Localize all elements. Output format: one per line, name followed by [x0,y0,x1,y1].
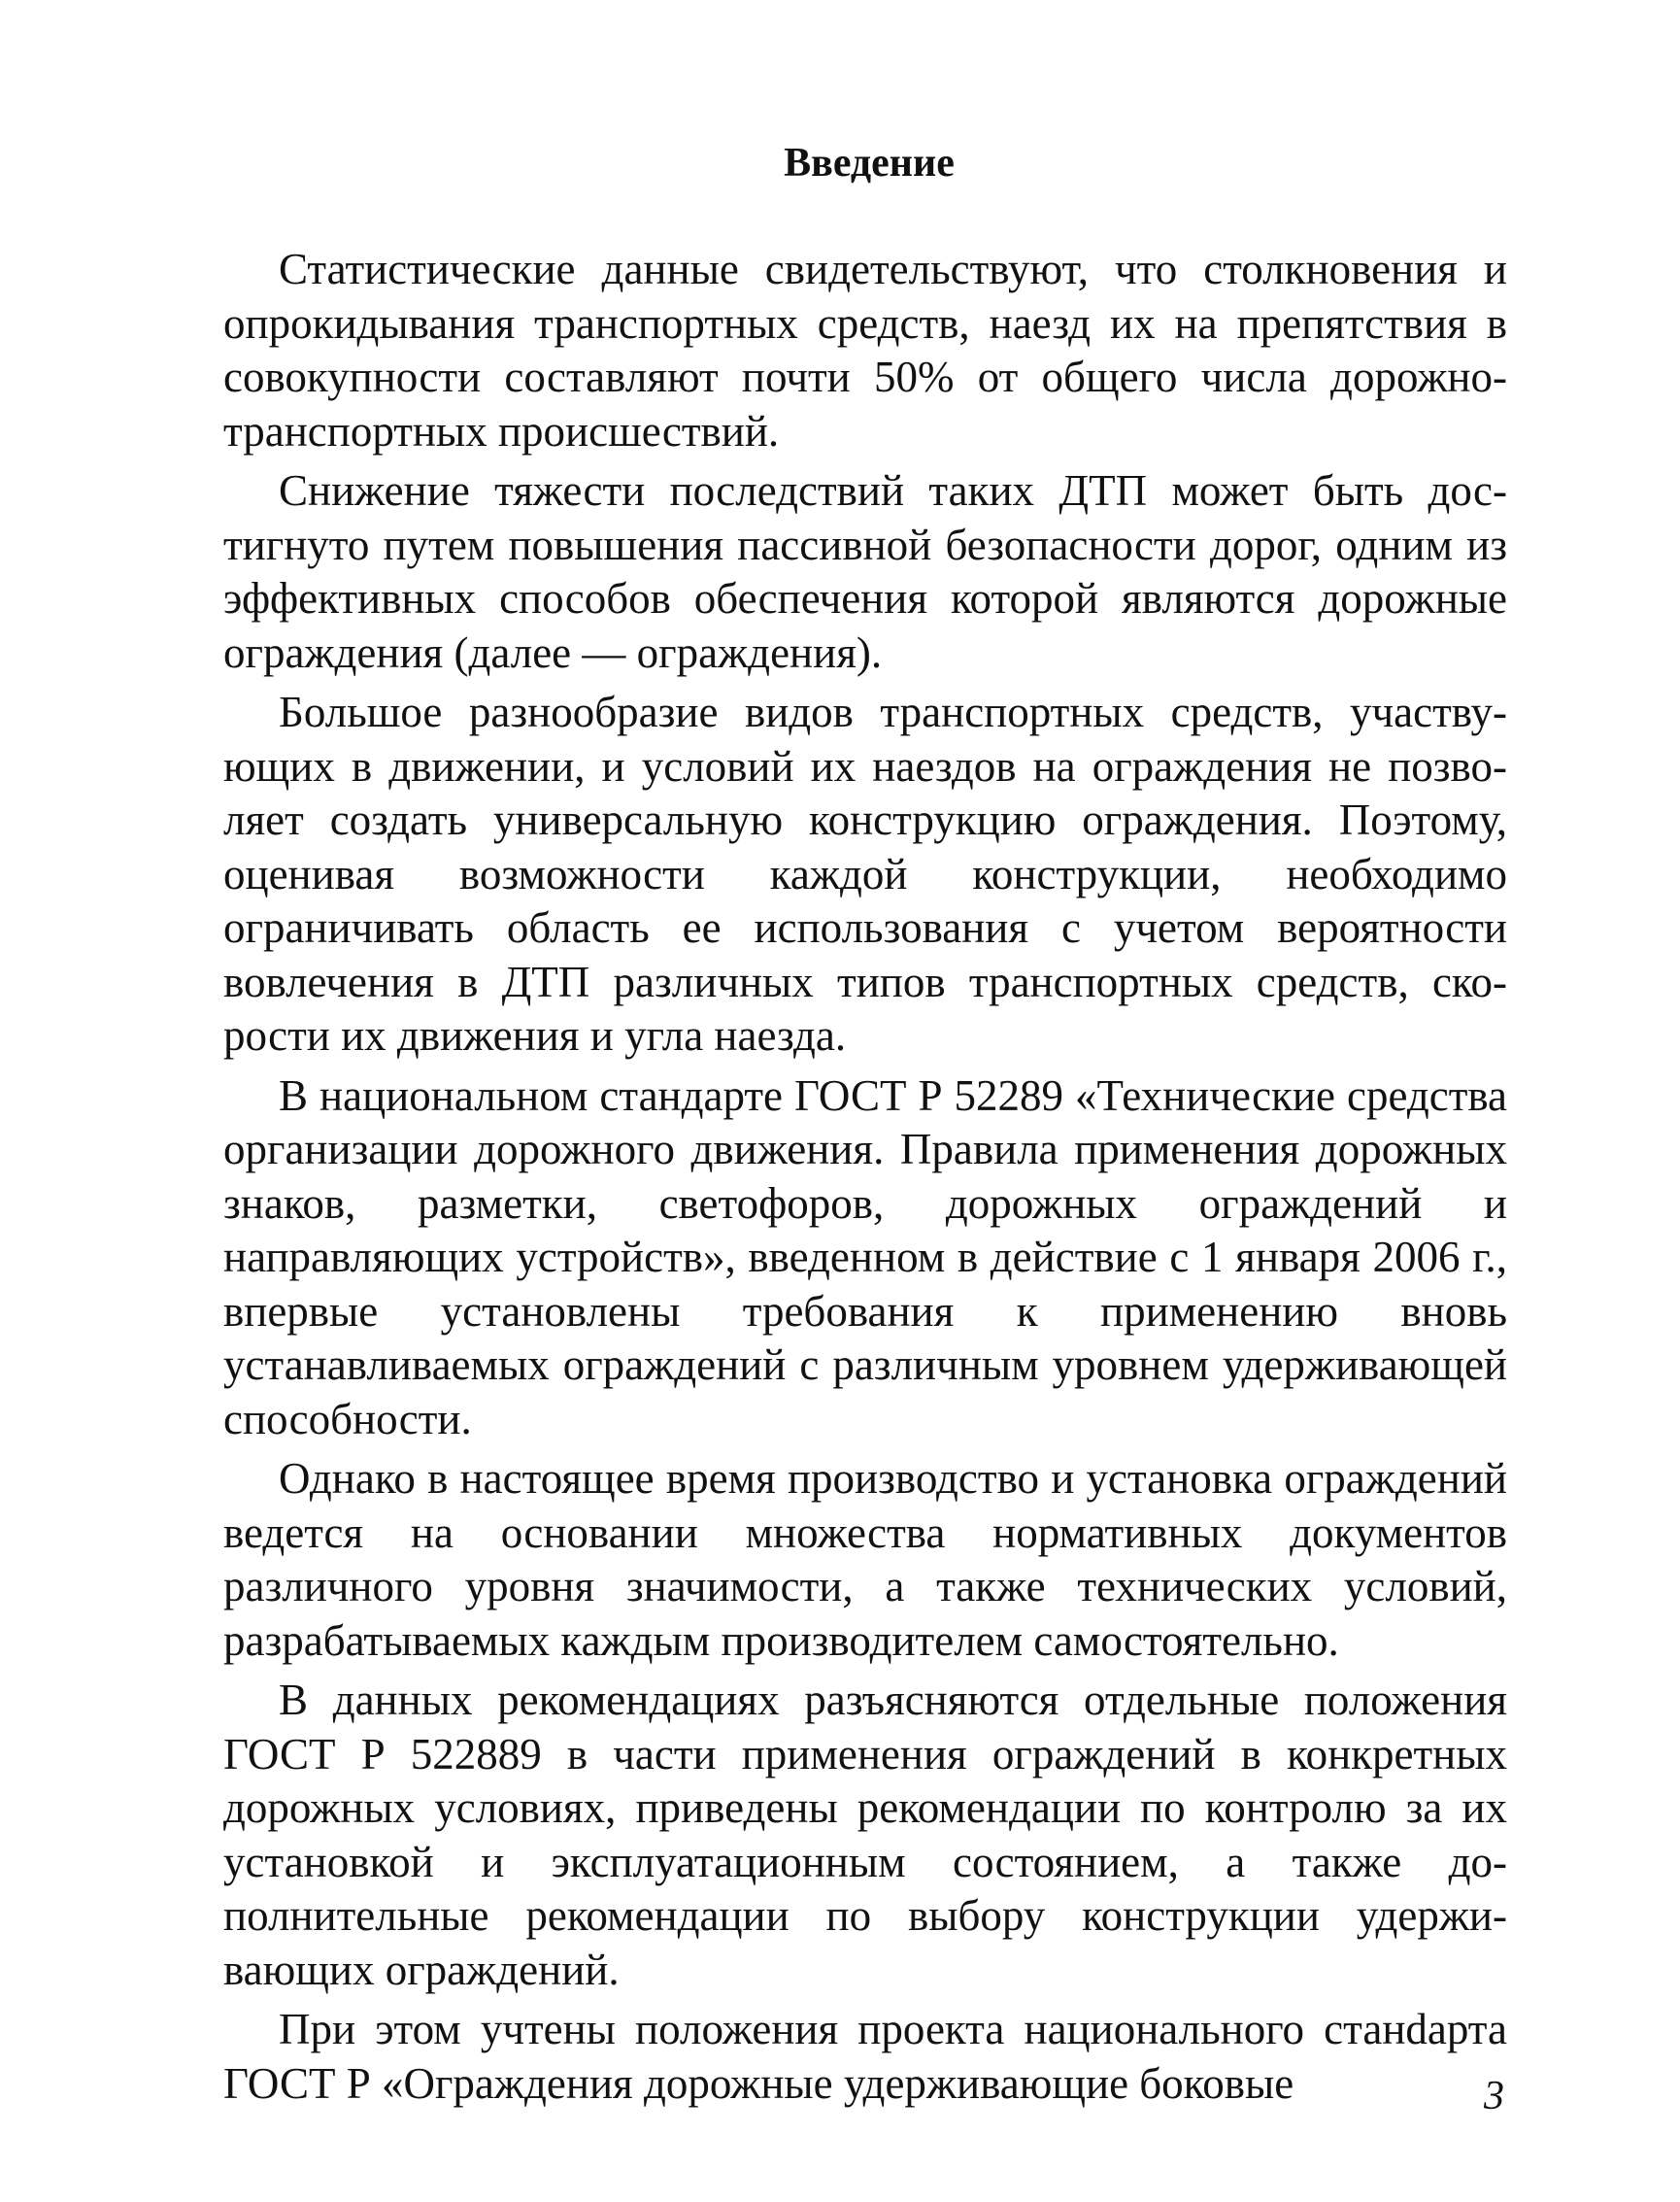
page-number: 3 [1484,2074,1504,2118]
paragraph: Большое разнообразие видов транспортных средств, участвующих в движении, и условий их наездов на ограждения не позволяет создать универсальную конструкцию ограждения. Поэтому, оценивая возможности каждой конструкции, необходимо ограничивать область ее использования с учетом вероятности вовлечения в ДТП различных типов транспортных средств, скорости их движения и угла наезда. [223,688,1507,1060]
paragraph: В национальном стандарте ГОСТ Р 52289 «Технические средства организации дорожного движения. Правила применения дорожных знаков, разметки, светофоров, дорожных ограждений и направляющих устройств», введенном в действие с 1 января 2006 г., впервые установлены требования к применению вновь устанавливаемых ограждений с различным уровнем удерживающей способности. [223,1070,1507,1443]
paragraph: Снижение тяжести последствий таких ДТП может быть достигнуто путем повышения пассивной безопасности дорог, одним из эффективных способов обеспечения которой являются дорожные ограждения (далее — ограждения). [223,466,1507,677]
paragraph: Статистические данные свидетельствуют, что столкновения и опрокидывания транспортных средств, наезд их на препятствия в совокупности составляют почти 50% от общего числа дорожно-транспортных происшествий. [223,245,1507,456]
paragraph: При этом учтены положения проекта национального станdарта ГОСТ Р «Ограждения дорожные удерживающие боковые [223,2005,1507,2108]
paragraph: В данных рекомендациях разъясняются отдельные положения ГОСТ Р 522889 в части применения ограждений в конкретных дорожных условиях, приведены рекомендации по контролю за их установкой и эксплуатационным состоянием, а также дополнительные рекомендации по выбору конструкции удерживающих ограждений. [223,1676,1507,1994]
paragraph: Однако в настоящее время производство и установка ограждений ведется на основании множества нормативных документов различного уровня значимости, а также технических условий, разрабатываемых каждым производителем самостоятельно. [223,1454,1507,1665]
body-text [223,243,1507,2117]
page-title: Введение [784,141,955,186]
